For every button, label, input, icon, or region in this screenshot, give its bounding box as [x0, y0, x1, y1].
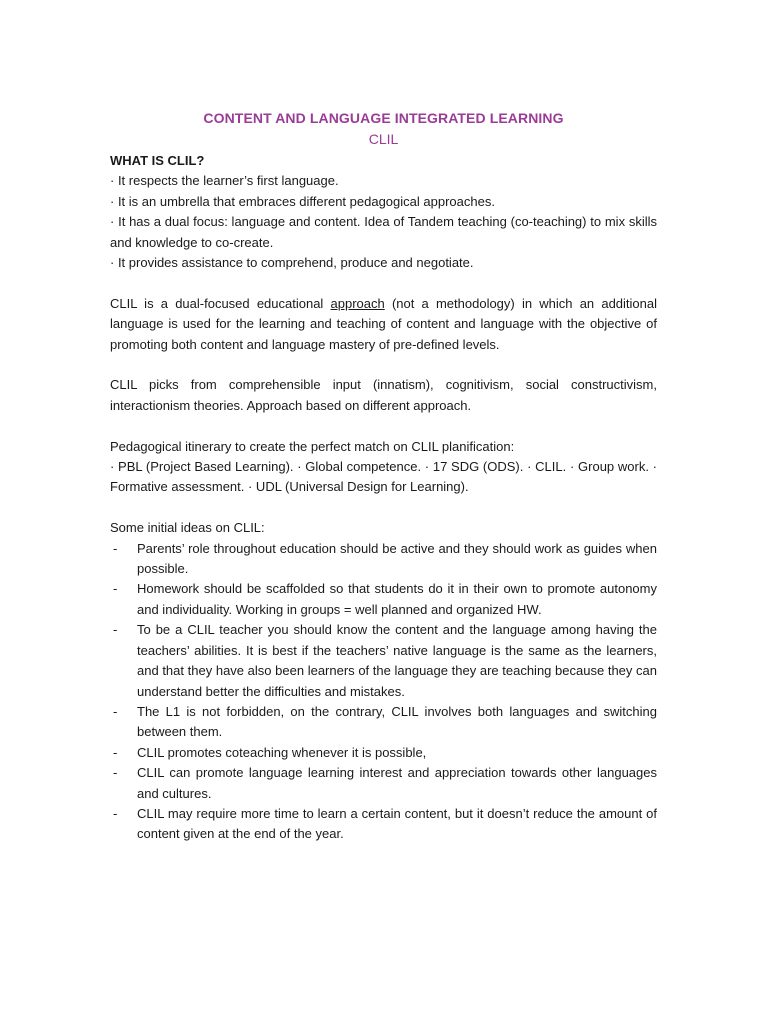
list-item-text: The L1 is not forbidden, on the contrary, CLIL involves both languages and switching between them.	[137, 703, 657, 740]
list-item	[110, 579, 657, 620]
list-item-text: Homework should be scaffolded so that students do it in their own to promote autonomy and individuality. Working in groups = well planned and organized HW.	[137, 581, 657, 617]
bullet-item: · It provides assistance to comprehend, produce and negotiate.	[110, 255, 474, 271]
approach-link[interactable]: approach	[330, 295, 385, 311]
ideas-list	[110, 539, 657, 845]
document-title: CONTENT AND LANGUAGE INTEGRATED LEARNING	[203, 110, 564, 126]
itinerary-intro: Pedagogical itinerary to create the perfect match on CLIL planification:	[110, 438, 515, 454]
paragraph-text: CLIL is a dual-focused educational	[110, 295, 331, 311]
theories-paragraph: CLIL picks from comprehensible input (innatism), cognitivism, social constructivism, interactionism theories. Approach based on different approach.	[110, 377, 657, 413]
spacer	[110, 355, 657, 375]
spacer	[110, 273, 657, 293]
list-item-text: To be a CLIL teacher you should know the content and the language among having the teachers’ abilities. It is best if the teachers’ native language is the same as the learners, and that they have also been learners of the language they are teaching because they can understand better the difficulties and mistakes.	[137, 622, 657, 699]
list-item-text: Parents’ role throughout education should be active and they should work as guides when possible.	[137, 540, 657, 577]
list-item-text: CLIL can promote language learning interest and appreciation towards other languages and cultures.	[137, 765, 657, 801]
dash-marker: -	[113, 581, 118, 597]
bullet-item: · It respects the learner’s first language.	[110, 173, 339, 189]
spacer	[110, 498, 657, 518]
ideas-intro: Some initial ideas on CLIL:	[110, 520, 265, 536]
dash-marker: -	[113, 622, 118, 638]
dash-marker: -	[113, 540, 118, 556]
bullet-item: · It has a dual focus: language and content. Idea of Tandem teaching (co-teaching) to mix skills and knowledge to co-create.	[110, 214, 657, 250]
paragraph-text: (not a methodology) in which an additional language is used for the learning and teaching of content and language with the objective of promoting both content and language mastery of pre-defined levels.	[110, 295, 658, 352]
dash-marker: -	[113, 744, 118, 760]
dash-marker: -	[113, 765, 118, 781]
list-item	[110, 539, 657, 580]
itinerary-items: · PBL (Project Based Learning). · Global competence. · 17 SDG (ODS). · CLIL. · Group work. · Formative assessment. · UDL (Universal Design for Learning).	[110, 459, 657, 495]
spacer	[110, 416, 657, 436]
list-item	[110, 763, 657, 804]
section-heading: WHAT IS CLIL?	[110, 153, 205, 168]
list-item	[110, 620, 657, 702]
list-item	[110, 804, 657, 845]
document-subtitle: CLIL	[368, 131, 399, 147]
list-item-text: CLIL may require more time to learn a certain content, but it doesn’t reduce the amount of content given at the end of the year.	[137, 805, 657, 842]
definition-paragraph	[110, 294, 657, 355]
bullet-item: · It is an umbrella that embraces different pedagogical approaches.	[110, 193, 495, 209]
list-item	[110, 702, 657, 743]
list-item-text: CLIL promotes coteaching whenever it is possible,	[137, 744, 427, 760]
bullet-list	[110, 171, 657, 273]
list-item	[110, 743, 657, 763]
dash-marker: -	[113, 805, 118, 821]
dash-marker: -	[113, 703, 118, 719]
